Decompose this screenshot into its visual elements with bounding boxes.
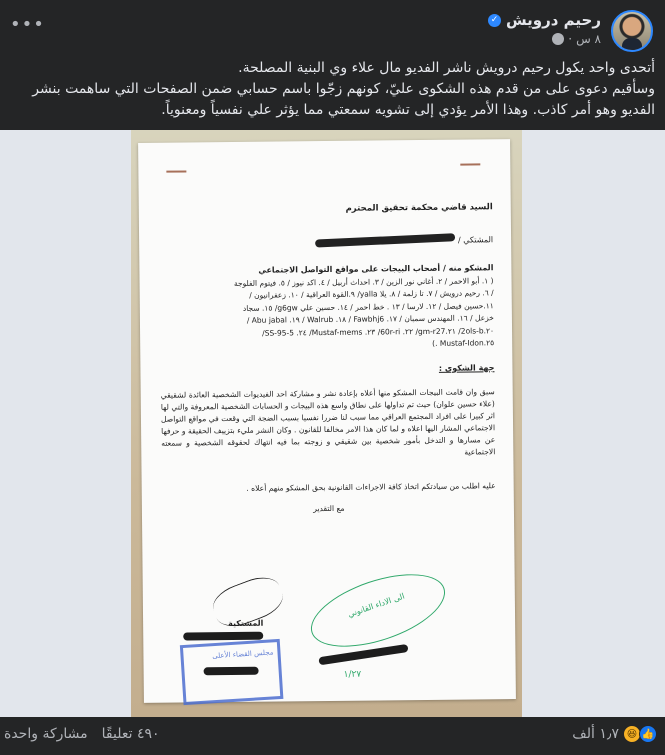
doc-subhead: جهة الشكوى : <box>438 362 495 373</box>
doc-complainant-label: المشتكي / <box>457 234 494 245</box>
doc-list-line: ٢٥.Mustaf-Idon .) <box>432 338 495 348</box>
like-reaction-icon: 👍 <box>639 725 657 743</box>
comments-count[interactable]: ٤٩٠ تعليقًا <box>101 726 160 742</box>
reactions-count[interactable]: ١٫٧ ألف <box>572 726 619 742</box>
staple <box>166 170 186 172</box>
redaction <box>204 667 259 676</box>
doc-list-line: ( ١. أبو الاحمر / ٢. أغاني نور الزين / ٣. احداث أربيل / ٤. اكد نيوز / ٥. فيتوم الفلوجة <box>233 275 494 288</box>
post-time[interactable]: ٨ س <box>576 32 601 46</box>
haha-reaction-icon: 😆 <box>623 725 641 743</box>
photo-frame <box>131 130 522 717</box>
doc-body: سبق وان قامت البيجات المشكو منها أعلاه بإعادة نشر و مشاركة احد الفيديوات الشخصية العائدة لشقيقي (علاء حسين علوان) حيث تم تداولها على نطاق واسع هذه البيجات و الحسابات الشخصية المعروفة والتي لها اثر كبيرا على افراد المجتمع العراقي مما سبب لنا ضررا نفسيا بسبب الضجة التي وقعت في مواقع التواصل الاجتماعي المشار اليها اعلاه و لما كان هذا الامر مخالفا للقانون . وكان النشر مليء بتزييف الحقيقة و حرفها عن مسارها و التدخل بأمور شخصية بين شقيقي و زوجته بما فيه انتهاك لحقوقه الشخصية و سمعته الاجتماعية <box>160 387 496 457</box>
author-name[interactable]: رحيم درويش <box>505 11 601 29</box>
post-photo[interactable] <box>0 130 665 717</box>
green-date: ١/٢٧ <box>343 669 362 680</box>
post-text <box>8 58 655 121</box>
redaction <box>183 632 263 641</box>
doc-list-line: / ٦. رحيم درويش / ٧. تا زلمة / ٨. يلا yalla/ ٩.القوة العراقية / ١٠. زعفرانيون / <box>249 288 494 300</box>
complaint-document <box>138 139 516 703</box>
shares-count[interactable]: مشاركة واحدة <box>4 726 88 742</box>
doc-list-line: ١١.حسين فيصل / ١٢. لارسا / ١٣ . خط احمر / ١٤. حسين علي g6gw/ ١٥. سجاد <box>242 300 494 313</box>
doc-respondent: المشكو منه / أصحاب البيجات على مواقع التواصل الاجتماعي <box>258 263 494 275</box>
post-text-line: الفديو وهو أمر كاذب. وهذا الأمر يؤدي إلى تشويه سمعتي مما يؤثر علي نفسياً ومعنوياً. <box>161 102 655 118</box>
reactions-summary[interactable] <box>572 725 657 743</box>
globe-icon <box>552 33 564 45</box>
post-header <box>0 0 665 55</box>
doc-list-line: خزعل / ١٦. المهندس سمبان / ١٧. Fawbhj6 / ١٨. Walrub / ١٩. Abu jabal / <box>246 313 494 325</box>
staple <box>460 163 480 165</box>
post-footer <box>0 717 665 755</box>
post-text-line: أتحدى واحد يكول رحيم درويش ناشر الفديو مال علاء وي البنية المصلحة. <box>238 60 655 76</box>
redaction <box>315 233 455 247</box>
green-annotation <box>302 560 454 662</box>
doc-title: السيد قاضي محكمة تحقيق المحترم <box>345 202 493 214</box>
more-options-button[interactable]: ••• <box>10 14 45 35</box>
stamp-text: مجلس القضاء الأعلى <box>211 648 274 661</box>
doc-signer: المشتكية <box>228 618 264 629</box>
verified-badge-icon: ✓ <box>488 14 501 27</box>
post-text-line: وسأقيم دعوى على من قدم هذه الشكوى عليّ، كونهم زجّوا باسم حسابي ضمن الصفحات التي ساهمت بنشر <box>32 81 655 97</box>
redaction <box>318 644 408 665</box>
author-avatar[interactable] <box>611 10 653 52</box>
doc-regards: مع التقدير <box>313 503 345 513</box>
doc-list-line: ٢٠.2ols-b/ ٢١.gm-r27/ ٢٢. 60r-ri/ ٢٣. Mustaf-mems/ ٢٤. SS-95-5/ <box>262 325 495 338</box>
doc-request: عليه اطلب من سيادتكم اتخاذ كافة الاجراءات القانونية بحق المشكو منهم أعلاه . <box>246 481 496 493</box>
meta-separator: · <box>568 32 573 46</box>
green-note: الى الاداء القانوني <box>346 591 406 619</box>
